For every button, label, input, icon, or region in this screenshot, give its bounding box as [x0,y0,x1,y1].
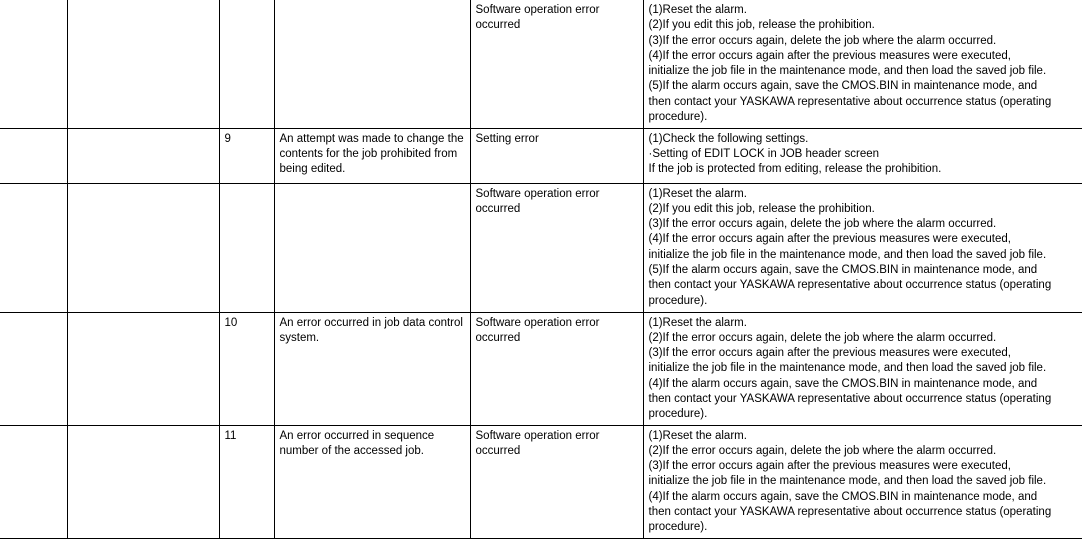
remedy-line: (3)If the error occurs again after the previous measures were executed, [648,347,1011,360]
cause-cell: Software operation error occurred [470,312,643,425]
description-cell: An attempt was made to change the contents for the job prohibited from being edited. [274,128,470,183]
remedy-line: ·Setting of EDIT LOCK in JOB header screen [648,147,880,160]
alarm-code-cell [0,425,67,538]
cause-cell: Software operation error occurred [470,0,643,128]
table-row [0,0,1082,128]
remedy-line: (3)If the error occurs again, delete the job where the alarm occurred. [648,218,997,231]
table-row [0,128,1082,183]
remedy-line: If the job is protected from editing, release the prohibition. [648,163,942,176]
table-row [0,425,1082,538]
remedy-line: (4)If the error occurs again after the previous measures were executed, [648,233,1011,246]
description-cell [274,183,470,312]
subcode-cell: 9 [219,128,274,183]
remedy-line: (5)If the alarm occurs again, save the CMOS.BIN in maintenance mode, and [648,80,1038,93]
remedy-line: (2)If the error occurs again, delete the job where the alarm occurred. [648,444,997,457]
remedy-line: then contact your YASKAWA representative about occurrence status (operating [648,392,1052,405]
remedy-line: then contact your YASKAWA representative about occurrence status (operating [648,95,1052,108]
remedy-line: (2)If the error occurs again, delete the job where the alarm occurred. [648,331,997,344]
subcode-cell: 11 [219,425,274,538]
remedy-line: initialize the job file in the maintenance mode, and then load the saved job file. [648,248,1047,261]
alarm-code-cell [0,128,67,183]
remedy-line: procedure). [648,408,708,421]
remedy-cell [643,425,1082,538]
alarm-name-cell [67,183,219,312]
table-row [0,312,1082,425]
remedy-line: (1)Reset the alarm. [648,316,747,329]
subcode-cell: 10 [219,312,274,425]
remedy-line: procedure). [648,521,708,534]
remedy-cell [643,128,1082,183]
cause-cell: Software operation error occurred [470,425,643,538]
alarm-code-cell [0,312,67,425]
remedy-line: initialize the job file in the maintenance mode, and then load the saved job file. [648,65,1047,78]
remedy-line: initialize the job file in the maintenance mode, and then load the saved job file. [648,362,1047,375]
alarm-name-cell [67,0,219,128]
remedy-line: (1)Reset the alarm. [648,429,747,442]
remedy-line: initialize the job file in the maintenance mode, and then load the saved job file. [648,475,1047,488]
remedy-line: procedure). [648,111,708,124]
subcode-cell [219,183,274,312]
remedy-line: then contact your YASKAWA representative about occurrence status (operating [648,505,1052,518]
table-row [0,183,1082,312]
cause-cell: Software operation error occurred [470,183,643,312]
remedy-line: (3)If the error occurs again, delete the job where the alarm occurred. [648,34,997,47]
description-cell: An error occurred in sequence number of the accessed job. [274,425,470,538]
remedy-line: procedure). [648,294,708,307]
description-cell: An error occurred in job data control system. [274,312,470,425]
remedy-line: (4)If the alarm occurs again, save the CMOS.BIN in maintenance mode, and [648,377,1038,390]
remedy-line: (4)If the alarm occurs again, save the CMOS.BIN in maintenance mode, and [648,490,1038,503]
remedy-cell [643,0,1082,128]
remedy-line: (5)If the alarm occurs again, save the CMOS.BIN in maintenance mode, and [648,263,1038,276]
alarm-name-cell [67,312,219,425]
description-cell [274,0,470,128]
alarm-name-cell [67,128,219,183]
alarm-code-cell [0,0,67,128]
remedy-cell [643,183,1082,312]
remedy-line: (1)Reset the alarm. [648,4,747,16]
alarm-name-cell [67,425,219,538]
remedy-line: (4)If the error occurs again after the previous measures were executed, [648,49,1011,62]
remedy-line: (2)If you edit this job, release the prohibition. [648,19,875,32]
remedy-line: (1)Reset the alarm. [648,187,747,200]
remedy-line: (2)If you edit this job, release the prohibition. [648,202,875,215]
alarm-code-cell [0,183,67,312]
remedy-cell [643,312,1082,425]
remedy-line: (3)If the error occurs again after the previous measures were executed, [648,460,1011,473]
cause-cell: Setting error [470,128,643,183]
remedy-line: (1)Check the following settings. [648,132,809,145]
remedy-line: then contact your YASKAWA representative about occurrence status (operating [648,279,1052,292]
subcode-cell [219,0,274,128]
